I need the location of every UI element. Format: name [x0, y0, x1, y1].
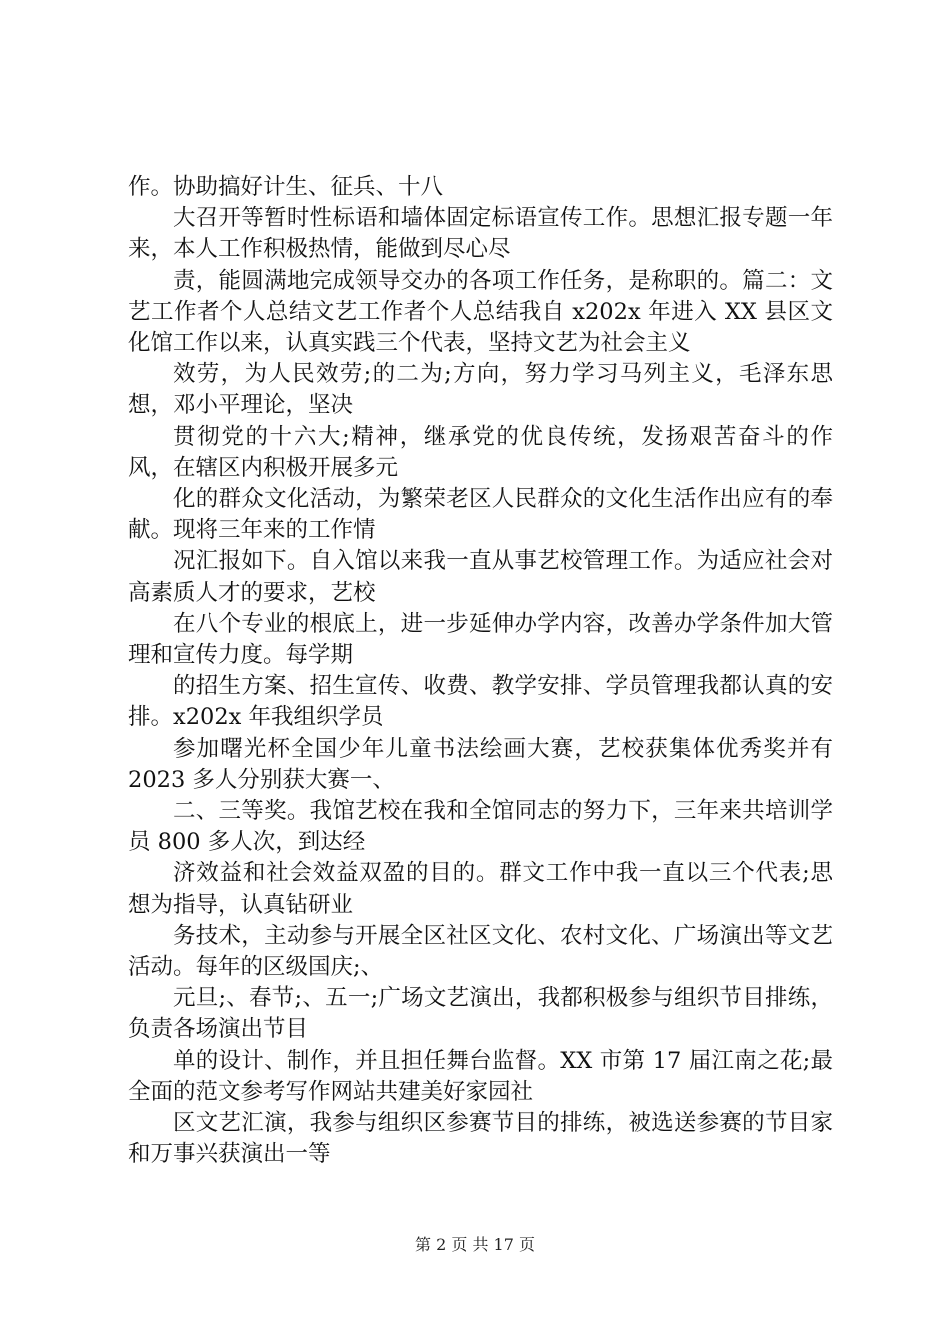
paragraph: 济效益和社会效益双盈的目的。群文工作中我一直以三个代表;思想为指导，认真钻研业	[128, 860, 833, 918]
paragraph: 务技术，主动参与开展全区社区文化、农村文化、广场演出等文艺活动。每年的区级国庆;、	[128, 922, 833, 981]
paragraph: 效劳，为人民效劳;的二为;方向，努力学习马列主义，毛泽东思想，邓小平理论，坚决	[128, 361, 833, 419]
paragraph: 作。协助搞好计生、征兵、十八	[128, 174, 444, 200]
paragraph: 单的设计、制作，并且担任舞台监督。XX 市第 17 届江南之花;最全面的范文参考写作网站共建美好家园社	[128, 1047, 833, 1105]
paragraph: 况汇报如下。自入馆以来我一直从事艺校管理工作。为适应社会对高素质人才的要求，艺校	[128, 548, 833, 606]
paragraph: 在八个专业的根底上，进一步延伸办学内容，改善办学条件加大管理和宣传力度。每学期	[128, 610, 833, 669]
paragraph: 责，能圆满地完成领导交办的各项工作任务，是称职的。篇二：文艺工作者个人总结文艺工作者个人总结我自 x202x 年进入 XX 县区文化馆工作以来，认真实践三个代表，坚持文艺为社会主义	[128, 267, 833, 357]
paragraph: 元旦;、春节;、五一;广场文艺演出，我都积极参与组织节目排练，负责各场演出节目	[128, 985, 833, 1043]
paragraph: 化的群众文化活动，为繁荣老区人民群众的文化生活作出应有的奉献。现将三年来的工作情	[128, 486, 833, 544]
paragraph: 贯彻党的十六大;精神，继承党的优良传统，发扬艰苦奋斗的作风，在辖区内积极开展多元	[128, 423, 833, 481]
paragraph: 参加曙光杯全国少年儿童书法绘画大赛，艺校获集体优秀奖并有 2023 多人分别获大赛一、	[128, 735, 833, 793]
page-number-footer: 第 2 页 共 17 页	[415, 1235, 535, 1254]
paragraph: 的招生方案、招生宣传、收费、教学安排、学员管理我都认真的安排。x202x 年我组织学员	[128, 673, 833, 731]
document-body	[128, 172, 833, 1171]
paragraph: 二、三等奖。我馆艺校在我和全馆同志的努力下，三年来共培训学员 800 多人次，到达经	[128, 798, 833, 856]
paragraph: 区文艺汇演，我参与组织区参赛节目的排练，被选送参赛的节目家和万事兴获演出一等	[128, 1110, 833, 1168]
paragraph: 大召开等暂时性标语和墙体固定标语宣传工作。思想汇报专题一年来，本人工作积极热情，能做到尽心尽	[128, 205, 833, 263]
